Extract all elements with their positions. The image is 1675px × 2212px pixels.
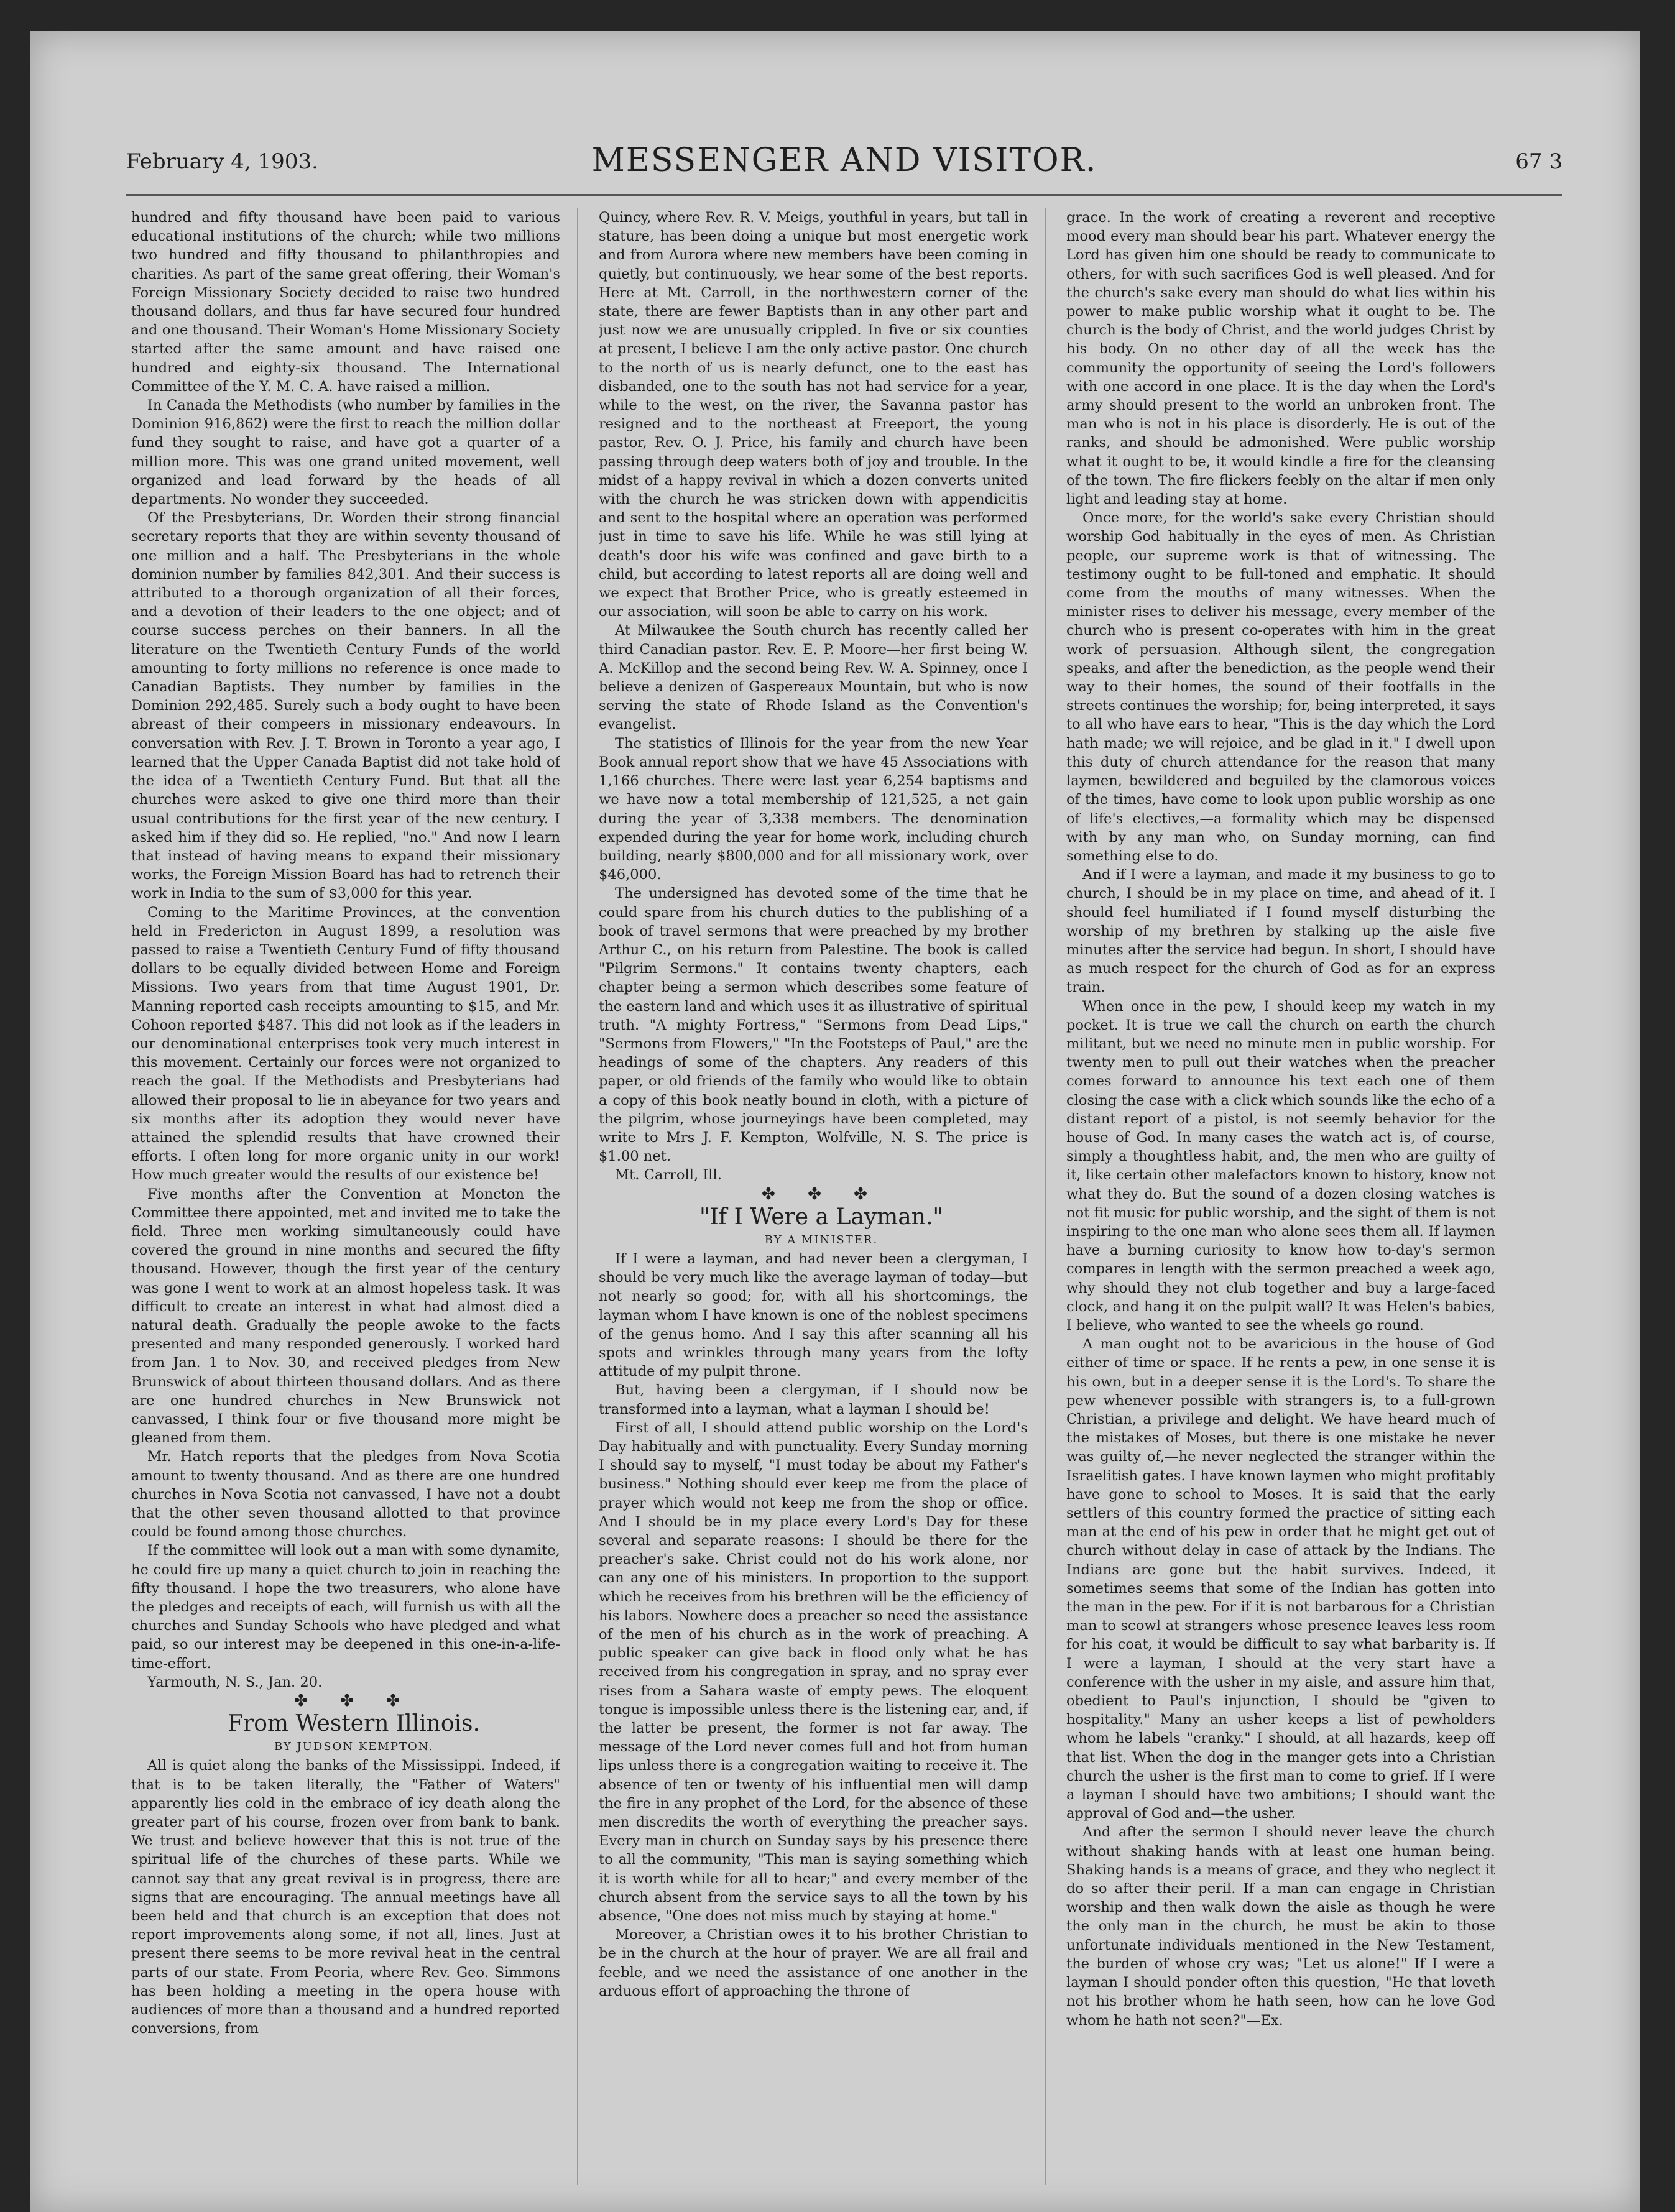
paragraph: A man ought not to be avaricious in the house of God either of time or space. If he rents a pew, in one sense it is his own, but in a deeper sense it is the Lord's. To share the pew whenever possible with strangers is, to a full-grown Christian, a privilege and delight. We have heard much of the mistakes of Moses, but there is one mistake he never was guilty of,—he never neglected the stranger within the Israelitish gates. I have known laymen who might profitably have gone to school to Moses. It is said that the early settlers of this country formed the practice of sitting each man at the end of his pew in order that he might get out of church without delay in case of attack by the Indians. The Indians are gone but the habit survives. Indeed, it sometimes seems that some of the Indian has gotten into the man in the pew. For if it is not barbarous for a Christian man to scowl at strangers whose presence leaves less room for his coat, it would be difficult to say what barbarity is. If I were a layman, I should at the very start have a conference with the usher in my aisle, and assure him that, obedient to Paul's injunction, I should be "given to hospitality." Many an usher keeps a list of pewholders whom he labels "cranky." I should, at all hazards, keep off that list. When the dog in the manger gets into a Christian church the usher is the first man to come to grief. If I were a layman I should have two ambitions; I should want the approval of God and—the usher. [1066,1336,1495,1822]
article-headline: "If I Were a Layman." [699,1204,943,1230]
paragraph: Five months after the Convention at Moncton the Committee there appointed, met and invited me to take the field. Three men working simultaneously could have covered the ground in nine months and secured the fifty thousand. However, though the first year of the century was gone I went to work at an almost hopeless task. It was difficult to create an interest in what had almost died a natural death. Gradually the people awoke to the facts presented and many responded generously. I worked hard from Jan. 1 to Nov. 30, and received pledges from New Brunswick of about thirteen thousand dollars. And as there are one hundred churches in New Brunswick not canvassed, I think four or five thousand more might be gleaned from them. [131,1186,560,1447]
paragraph: grace. In the work of creating a reverent and receptive mood every man should bear his part. Whatever energy the Lord has given him one should be ready to communicate to others, for with such sacrifices God is well pleased. And for the church's sake every man should do what lies within his power to make public worship what it ought to be. The church is the body of Christ, and the world judges Christ by his body. On no other day of all the week has the community the opportunity of seeing the Lord's followers with one accord in one place. It is the day when the Lord's army should present to the world an unbroken front. The man who is not in his place is disorderly. He is out of the ranks, and should be admonished. Were public worship what it ought to be, it would kindle a fire for the cleansing of the town. The fire flickers feebly on the altar if men only light and leading stay at home. [1066,210,1495,508]
dateline: Mt. Carroll, Ill. [615,1167,722,1184]
paragraph: In Canada the Methodists (who number by families in the Dominion 916,862) were the first to reach the million dollar fund they sought to raise, and have got a quarter of a million more. This was one grand united movement, well organized and lead forward by the heads of all departments. No wonder they succeeded. [131,397,560,508]
newspaper-page [30,31,1640,2212]
issue-date: February 4, 1903. [126,149,318,174]
paragraph: If the committee will look out a man with some dynamite, he could fire up many a quiet church to join in reaching the fifty thousand. I hope the two treasurers, who alone have the pledges and receipts of each, will furnish us with all the churches and Sunday Schools who have pledged and what paid, so our interest may be deepened in this one-in-a-life-time-effort. [131,1542,560,1672]
column-2 [599,208,1028,2185]
paragraph: Of the Presbyterians, Dr. Worden their strong financial secretary reports that they are within seventy thousand of one million and a half. The Presbyterians in the whole dominion number by families 842,301. And their success is attributed to a thorough organization of all their forces, and a devotion of their leaders to the one object; and of course success perches on their banners. In all the literature on the Twentieth Century Funds of the world amounting to forty millions no reference is once made to Canadian Baptists. They number by families in the Dominion 292,485. Surely such a body ought to have been abreast of their compeers in missionary endeavours. In conversation with Rev. J. T. Brown in Toronto a year ago, I learned that the Upper Canada Baptist did not take hold of the idea of a Twentieth Century Fund. But that all the churches were asked to give one third more than their usual contributions for the first year of the new century. I asked him if they did so. He replied, "no." And now I learn that instead of having means to expand their missionary works, the Foreign Mission Board has had to retrench their work in India to the sum of $3,000 for this year. [131,510,560,902]
column-3 [1066,208,1495,2185]
paragraph: Once more, for the world's sake every Christian should worship God habitually in the eyes of men. As Christian people, our supreme work is that of witnessing. The testimony ought to be full-toned and emphatic. It should come from the mouths of many witnesses. When the minister rises to deliver his message, every member of the church who is present co-operates with him in the great work of persuasion. Although silent, the congregation speaks, and after the benediction, as the people wend their way to their homes, the sound of their footfalls in the streets continues the worship; for, being interpreted, it says to all who have ears to hear, "This is the day which the Lord hath made; we will rejoice, and be glad in it." I dwell upon this duty of church attendance for the reason that many laymen, bewildered and beguiled by the clamorous voices of the times, have come to look upon public worship as one of life's electives,—a formality which may be dispensed with by any man who, on Sunday morning, can find something else to do. [1066,510,1495,864]
column-1 [131,208,560,2185]
column-divider [577,208,578,2185]
paragraph: All is quiet along the banks of the Mississippi. Indeed, if that is to be taken literally, the "Father of Waters" apparently lies cold in the embrace of icy death along the greater part of his course, frozen over from bank to bank. We trust and believe however that this is not true of the spiritual life of the churches of these parts. While we cannot say that any great revival is in progress, there are signs that are encouraging. The annual meetings have all been held and that church is an exception that does not report improvements along some, if not all, lines. Just at present there seems to be more revival heat in the central parts of our state. From Peoria, where Rev. Geo. Simmons has been holding a meeting in the opera house with audiences of more than a thousand and a hundred reported conversions, from [131,1758,560,2037]
masthead-rule [126,194,1562,196]
column-divider [1045,208,1046,2185]
article-byline: BY JUDSON KEMPTON. [274,1740,434,1754]
paragraph: First of all, I should attend public worship on the Lord's Day habitually and with punctuality. Every Sunday morning I should say to myself, "I must today be about my Father's business." Nothing should ever keep me from the place of prayer which would not keep me from the shop or office. And I should be in my place every Lord's Day for these several and separate reasons: I should be there for the preacher's sake. Christ could not do his work alone, nor can any one of his ministers. In proportion to the support which he receives from his brethren will be the efficiency of his labors. Nowhere does a preacher so need the assistance of the men of his church as in the work of preaching. A public speaker can give back in flood only what he has received from his congregation in spray, and no spray ever rises from a Sahara waste of empty pews. The eloquent tongue is impossible unless there is the listening ear, and, if the latter be present, the former is not far away. The message of the Lord never comes full and hot from human lips unless there is a congregation waiting to receive it. The absence of ten or twenty of his influential men will damp the fire in any prophet of the Lord, for the absence of these men discredits the worth of everything the preacher says. Every man in church on Sunday says by his presence there to all the community, "This man is saying something which it is worth while for all to hear;" and every member of the church absent from the service says to all the town by his absence, "One does not miss much by staying at home." [599,1419,1028,1925]
article-byline: BY A MINISTER. [764,1233,879,1247]
paragraph: If I were a layman, and had never been a clergyman, I should be very much like the average layman of today—but not nearly so good; for, with all his shortcomings, the layman whom I have known is one of the noblest specimens of the genus homo. And I say this after scanning all his spots and wrinkles through many years from the lofty attitude of my pulpit throne. [599,1250,1028,1380]
masthead [126,137,1562,193]
paragraph: The undersigned has devoted some of the time that he could spare from his church duties to the publishing of a book of travel sermons that were preached by my brother Arthur C., on his return from Palestine. The book is called "Pilgrim Sermons." It contains twenty chapters, each chapter being a sermon which describes some feature of the eastern land and which uses it as illustrative of spiritual truth. "A mighty Fortress," "Sermons from Dead Lips," "Sermons from Flowers," "In the Footsteps of Paul," are the headings of some of the chapters. Any readers of this paper, or old friends of the family who would like to obtain a copy of this book neatly bound in cloth, with a picture of the pilgrim, whose journeyings have been completed, may write to Mrs J. F. Kempton, Wolfville, N. S. The price is $1.00 net. [599,885,1028,1165]
paragraph: When once in the pew, I should keep my watch in my pocket. It is true we call the church on earth the church militant, but we need no minute men in public worship. For twenty men to pull out their watches when the preacher comes forward to announce his text each one of them closing the case with a click which sounds like the echo of a distant report of a pistol, is not seemly behavior for the house of God. In many cases the watch act is, of course, simply a thoughtless habit, and, the men who are guilty of it, like certain other malefactors known to history, know not what they do. But the sound of a dozen closing watches is not fit music for public worship, and the sight of them is not inspiring to the one man who alone sees them all. If laymen have a burning curiosity to know how to-day's sermon compares in length with the sermon preached a week ago, why should they not club together and buy a large-faced clock, and hang it on the pulpit wall? It was Helen's babies, I believe, who wanted to see the wheels go round. [1066,998,1495,1334]
paragraph: The statistics of Illinois for the year from the new Year Book annual report show that we have 45 Associations with 1,166 churches. There were last year 6,254 baptisms and we have now a total membership of 121,525, a net gain during the year of 3,338 members. The denomination expended during the year for home work, including church building, nearly $800,000 and for all missionary work, over $46,000. [599,735,1028,883]
page-number: 67 3 [1515,149,1562,174]
ornament-divider: ✤ ✤ ✤ [294,1692,413,1711]
paragraph: hundred and fifty thousand have been paid to various educational institutions of the church; while two millions two hundred and fifty thousand to philanthropies and charities. As part of the same great offering, their Woman's Foreign Missionary Society decided to raise two hundred thousand dollars, and thus far have secured four hundred and one thousand. Their Woman's Home Missionary Society started after the same amount and have raised one hundred and eighty-six thousand. The International Committee of the Y. M. C. A. have raised a million. [131,210,560,395]
paragraph: At Milwaukee the South church has recently called her third Canadian pastor. Rev. E. P. Moore—her first being W. A. McKillop and the second being Rev. W. A. Spinney, once I believe a denizen of Gaspereaux Mountain, but who is now serving the state of Rhode Island as the Convention's evangelist. [599,622,1028,733]
paragraph: Quincy, where Rev. R. V. Meigs, youthful in years, but tall in stature, has been doing a unique but most energetic work and from Aurora where new members have been coming in quietly, but continuously, we hear some of the best reports. Here at Mt. Carroll, in the northwestern corner of the state, there are fewer Baptists than in any other part and just now we are unusually crippled. In five or six counties at present, I believe I am the only active pastor. One church to the north of us is nearly defunct, one to the east has disbanded, one to the south has not had service for a year, while to the west, on the river, the Savanna pastor has resigned and to the northeast at Freeport, the young pastor, Rev. O. J. Price, his family and church have been passing through deep waters both of joy and trouble. In the midst of a happy revival in which a dozen converts united with the church he was stricken down with appendicitis and sent to the hospital where an operation was performed just in time to save his life. While he was still lying at death's door his wife was confined and gave birth to a child, but according to latest reports all are doing well and we expect that Brother Price, who is greatly esteemed in our association, will soon be able to carry on his work. [599,210,1028,620]
paragraph: Mr. Hatch reports that the pledges from Nova Scotia amount to twenty thousand. And as there are one hundred churches in Nova Scotia not canvassed, I have not a doubt that the other seven thousand allotted to that province could be found among those churches. [131,1449,560,1541]
paragraph: And after the sermon I should never leave the church without shaking hands with at least one human being. Shaking hands is a means of grace, and they who neglect it do so after their peril. If a man can engage in Christian worship and then walk down the aisle as though he were the only man in the church, he must be akin to those unfortunate individuals mentioned in the New Testament, the burden of whose cry was; "Let us alone!" If I were a layman I should ponder often this question, "He that loveth not his brother whom he hath seen, how can he love God whom he hath not seen?"—Ex. [1066,1824,1495,2029]
article-headline: From Western Illinois. [228,1711,480,1737]
paragraph: Moreover, a Christian owes it to his brother Christian to be in the church at the hour of prayer. We are all frail and feeble, and we need the assistance of one another in the arduous effort of approaching the throne of [599,1927,1028,1999]
paragraph: But, having been a clergyman, if I should now be transformed into a layman, what a layman I should be! [599,1382,1028,1417]
paragraph: And if I were a layman, and made it my business to go to church, I should be in my place on time, and ahead of it. I should feel humiliated if I found myself disturbing the worship of my brethren by stalking up the aisle five minutes after the service had begun. In short, I should have as much respect for the church of God as for an express train. [1066,867,1495,996]
paragraph: Coming to the Maritime Provinces, at the convention held in Fredericton in August 1899, a resolution was passed to raise a Twentieth Century Fund of fifty thousand dollars to be equally divided between Home and Foreign Missions. Two years from that time August 1901, Dr. Manning reported cash receipts amounting to $15, and Mr. Cohoon reported $487. This did not look as if the leaders in our denominational enterprises took very much interest in this movement. Certainly our forces were not organized to reach the goal. If the Methodists and Presbyterians had allowed their proposal to lie in abeyance for two years and six months after its adoption they would never have attained the splendid results that have crowned their efforts. I often long for more organic unity in our work! How much greater would the results of our existence be! [131,904,560,1184]
ornament-divider: ✤ ✤ ✤ [762,1184,881,1204]
paper-title: MESSENGER AND VISITOR. [591,142,1097,179]
dateline: Yarmouth, N. S., Jan. 20. [147,1674,323,1690]
